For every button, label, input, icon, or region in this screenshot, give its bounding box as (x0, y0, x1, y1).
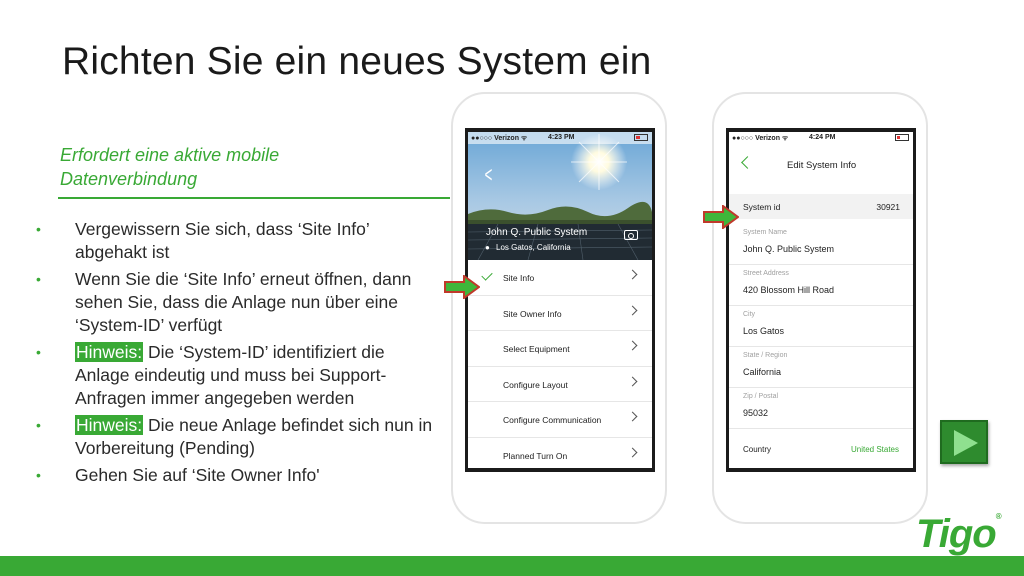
chevron-right-icon (628, 341, 638, 351)
back-chevron-icon[interactable] (741, 156, 754, 169)
system-id-value: 30921 (876, 202, 900, 212)
next-slide-button[interactable] (940, 420, 988, 464)
bullet-icon: • (36, 467, 41, 483)
bullet-icon: • (36, 221, 41, 237)
field-value: 95032 (743, 408, 769, 418)
country-label: Country (743, 445, 772, 454)
chevron-right-icon (628, 376, 638, 386)
phone-mockup-edit-system-info (712, 92, 928, 524)
zip-postal-field[interactable] (729, 388, 913, 429)
field-label: Zip / Postal (743, 393, 779, 400)
bullet-text: Die ‘System-ID’ identifiziert die Anlage eindeutig und muss bei Support-Anfragen immer angegeben werden (75, 342, 387, 408)
note-highlight: Hinweis: (76, 342, 143, 362)
country-value: United States (850, 445, 899, 454)
bullet-text: Die neue Anlage befindet sich nun in Vorbereitung (Pending) (75, 415, 433, 458)
menu-item-site-info[interactable] (468, 260, 652, 296)
menu-item-configure-communication[interactable] (468, 402, 652, 438)
carrier-label: ●●○○○ Verizon ᯤ (471, 135, 528, 142)
bullet-item (33, 218, 443, 264)
field-value: California (743, 367, 782, 377)
status-time: 4:23 PM (548, 134, 575, 141)
bullet-item (33, 341, 443, 410)
bullet-text: Gehen Sie auf ‘Site Owner Info' (75, 465, 320, 485)
bullet-item (33, 414, 443, 460)
menu-item-planned-turn-on[interactable] (468, 438, 652, 469)
street-address-field[interactable] (729, 265, 913, 306)
location-pin-icon: ● (485, 243, 490, 252)
menu-item-label: Site Owner Info (503, 308, 562, 319)
status-bar (468, 132, 652, 144)
field-value: John Q. Public System (743, 244, 835, 254)
site-name: John Q. Public System (486, 227, 588, 238)
menu-item-select-equipment[interactable] (468, 331, 652, 367)
subtitle: Erfordert eine aktive mobile Datenverbindung (60, 145, 280, 189)
phone-mockup-site-menu (451, 92, 667, 524)
menu-item-label: Select Equipment (503, 344, 570, 354)
chevron-right-icon (628, 270, 638, 280)
menu-item-site-owner-info[interactable] (468, 296, 652, 332)
state-region-field[interactable] (729, 347, 913, 388)
check-icon (481, 269, 492, 280)
nav-bar (729, 146, 913, 198)
green-arrow-icon (703, 205, 739, 229)
bullet-item (33, 268, 443, 337)
status-bar (729, 132, 913, 144)
carrier-label: ●●○○○ Verizon ᯤ (732, 135, 789, 142)
city-field[interactable] (729, 306, 913, 347)
bullet-icon: • (36, 417, 41, 433)
chevron-right-icon (628, 305, 638, 315)
bullet-icon: • (36, 271, 41, 287)
subtitle-divider (58, 197, 450, 199)
battery-icon (895, 134, 909, 141)
back-chevron-icon[interactable]: < (484, 162, 493, 187)
battery-icon (634, 134, 648, 141)
play-icon (954, 430, 978, 456)
country-field[interactable] (729, 429, 913, 463)
page-title: Richten Sie ein neues System ein (62, 40, 652, 83)
menu-item-label: Planned Turn On (503, 450, 568, 461)
tigo-logo (916, 512, 1001, 557)
camera-icon[interactable] (624, 230, 638, 240)
field-label: State / Region (743, 352, 788, 359)
menu-item-label: Configure Layout (503, 379, 568, 390)
bullet-text: Wenn Sie die ‘Site Info’ erneut öffnen, dann sehen Sie, dass die Anlage nun über eine ‘System-ID’ verfügt (75, 269, 412, 335)
logo-registered: ® (995, 512, 1001, 521)
system-id-row (729, 194, 913, 219)
note-highlight: Hinweis: (76, 415, 143, 435)
menu-item-label: Configure Communication (503, 415, 602, 425)
chevron-right-icon (628, 412, 638, 422)
bullet-icon: • (36, 344, 41, 360)
field-value: 420 Blossom Hill Road (743, 285, 835, 295)
chevron-right-icon (628, 447, 638, 457)
footer-bar (0, 556, 1024, 576)
field-value: Los Gatos (743, 326, 785, 336)
system-name-field[interactable] (729, 224, 913, 265)
nav-title: Edit System Info (787, 160, 857, 171)
system-id-label: System id (743, 202, 781, 212)
logo-text: Tigo (916, 512, 996, 556)
field-label: Street Address (743, 270, 789, 277)
site-location: Los Gatos, California (496, 243, 571, 252)
solar-field-image (468, 132, 652, 260)
phone-screen (465, 128, 655, 472)
site-setup-menu (468, 260, 652, 468)
green-arrow-icon (444, 275, 480, 299)
site-hero-image (468, 132, 652, 260)
menu-item-configure-layout[interactable] (468, 367, 652, 403)
phone-screen (726, 128, 916, 472)
bullet-item (33, 464, 443, 487)
field-label: City (743, 311, 756, 318)
system-info-form (729, 224, 913, 463)
bullet-list (33, 218, 443, 491)
bullet-text: Vergewissern Sie sich, dass ‘Site Info’ abgehakt ist (75, 219, 370, 262)
menu-item-label: Site Info (503, 273, 535, 283)
status-time: 4:24 PM (809, 134, 836, 141)
field-label: System Name (743, 229, 787, 236)
